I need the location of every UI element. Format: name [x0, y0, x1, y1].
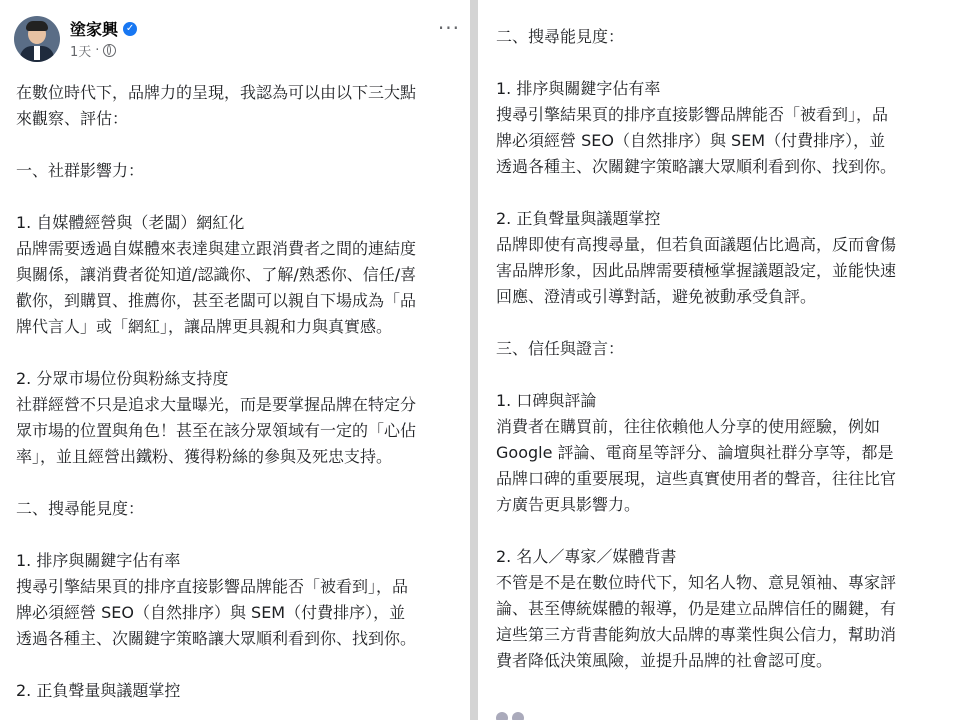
item-title: 2. 名人／專家／媒體背書: [496, 547, 677, 566]
post-panel-right: [478, 0, 960, 720]
post-text: 透過各種主、次關鍵字策略讓大眾順利看到你、找到你。: [16, 629, 417, 648]
section-heading: 一、社群影響力：: [16, 161, 145, 180]
post-text: 害品牌形象，因此品牌需要積極掌握議題設定，並能快速: [496, 261, 897, 280]
globe-icon: [103, 44, 116, 57]
post-text: 牌必須經營 SEO（自然排序）與 SEM（付費排序），並: [16, 603, 406, 622]
post-text: 社群經營不只是追求大量曝光，而是要掌握品牌在特定分: [16, 395, 417, 414]
item-title: 1. 排序與關鍵字佔有率: [496, 79, 661, 98]
section-heading: 二、搜尋能見度：: [16, 499, 145, 518]
item-title: 1. 排序與關鍵字佔有率: [16, 551, 181, 570]
post-text: 方廣告更具影響力。: [496, 495, 641, 514]
item-title: 2. 分眾市場位份與粉絲支持度: [16, 369, 229, 388]
post-text: 這些第三方背書能夠放大品牌的專業性與公信力，幫助消: [496, 625, 897, 644]
post-text: 品牌即使有高搜尋量，但若負面議題佔比過高，反而會傷: [496, 235, 897, 254]
item-title: 2. 正負聲量與議題掌控: [496, 209, 661, 228]
post-text: 在數位時代下，品牌力的呈現，我認為可以由以下三大點: [16, 83, 417, 102]
post-text: 回應、澄清或引導對話，避免被動承受負評。: [496, 287, 817, 306]
post-text: 搜尋引擎結果頁的排序直接影響品牌能否「被看到」，品: [16, 577, 409, 596]
more-options-icon[interactable]: ···: [437, 16, 460, 40]
item-title: 2. 正負聲量與議題掌控: [16, 681, 181, 700]
post-text: 品牌需要透過自媒體來表達與建立跟消費者之間的連結度: [16, 239, 417, 258]
post-text: 消費者在購買前，往往依賴他人分享的使用經驗，例如: [496, 417, 881, 436]
post-text: 透過各種主、次關鍵字策略讓大眾順利看到你、找到你。: [496, 157, 897, 176]
section-heading: 二、搜尋能見度：: [496, 27, 625, 46]
post-text: 眾市場的位置與角色！甚至在該分眾領域有一定的「心佔: [16, 421, 417, 440]
post-text: 與關係，讓消費者從知道/認識你、了解/熟悉你、信任/喜: [16, 265, 417, 284]
post-text: 品牌口碑的重要展現，這些真實使用者的聲音，往往比官: [496, 469, 897, 488]
post-time[interactable]: 1天: [70, 45, 92, 60]
post-body: [16, 80, 462, 704]
item-title: 1. 口碑與評論: [496, 391, 597, 410]
post-text: 費者降低決策風險，並提升品牌的社會認可度。: [496, 651, 833, 670]
post-text: Google 評論、電商星等評分、論壇與社群分享等，都是: [496, 443, 894, 462]
post-panel-left: [0, 0, 470, 720]
author-name[interactable]: 塗家興: [70, 20, 119, 39]
post-text: 來觀察、評估：: [16, 109, 129, 128]
panel-divider: [470, 0, 478, 720]
item-title: 1. 自媒體經營與（老闆）網紅化: [16, 213, 245, 232]
post-header: 塗家興 ✓ 1天 · ···: [14, 14, 464, 66]
post-text: 歡你，到購買、推薦你，甚至老闆可以親自下場成為「品: [16, 291, 417, 310]
verified-badge-icon: ✓: [123, 22, 137, 36]
avatar[interactable]: [14, 16, 60, 62]
reaction-icons[interactable]: [496, 712, 524, 720]
post-text: 牌代言人」或「網紅」，讓品牌更具親和力與真實感。: [16, 317, 393, 336]
post-text: 論、甚至傳統媒體的報導，仍是建立品牌信任的關鍵，有: [496, 599, 897, 618]
post-body: [496, 24, 946, 674]
section-heading: 三、信任與證言：: [496, 339, 625, 358]
post-text: 搜尋引擎結果頁的排序直接影響品牌能否「被看到」，品: [496, 105, 889, 124]
post-text: 不管是不是在數位時代下，知名人物、意見領袖、專家評: [496, 573, 897, 592]
post-text: 率」，並且經營出鐵粉、獲得粉絲的參與及死忠支持。: [16, 447, 393, 466]
post-text: 牌必須經營 SEO（自然排序）與 SEM（付費排序），並: [496, 131, 886, 150]
